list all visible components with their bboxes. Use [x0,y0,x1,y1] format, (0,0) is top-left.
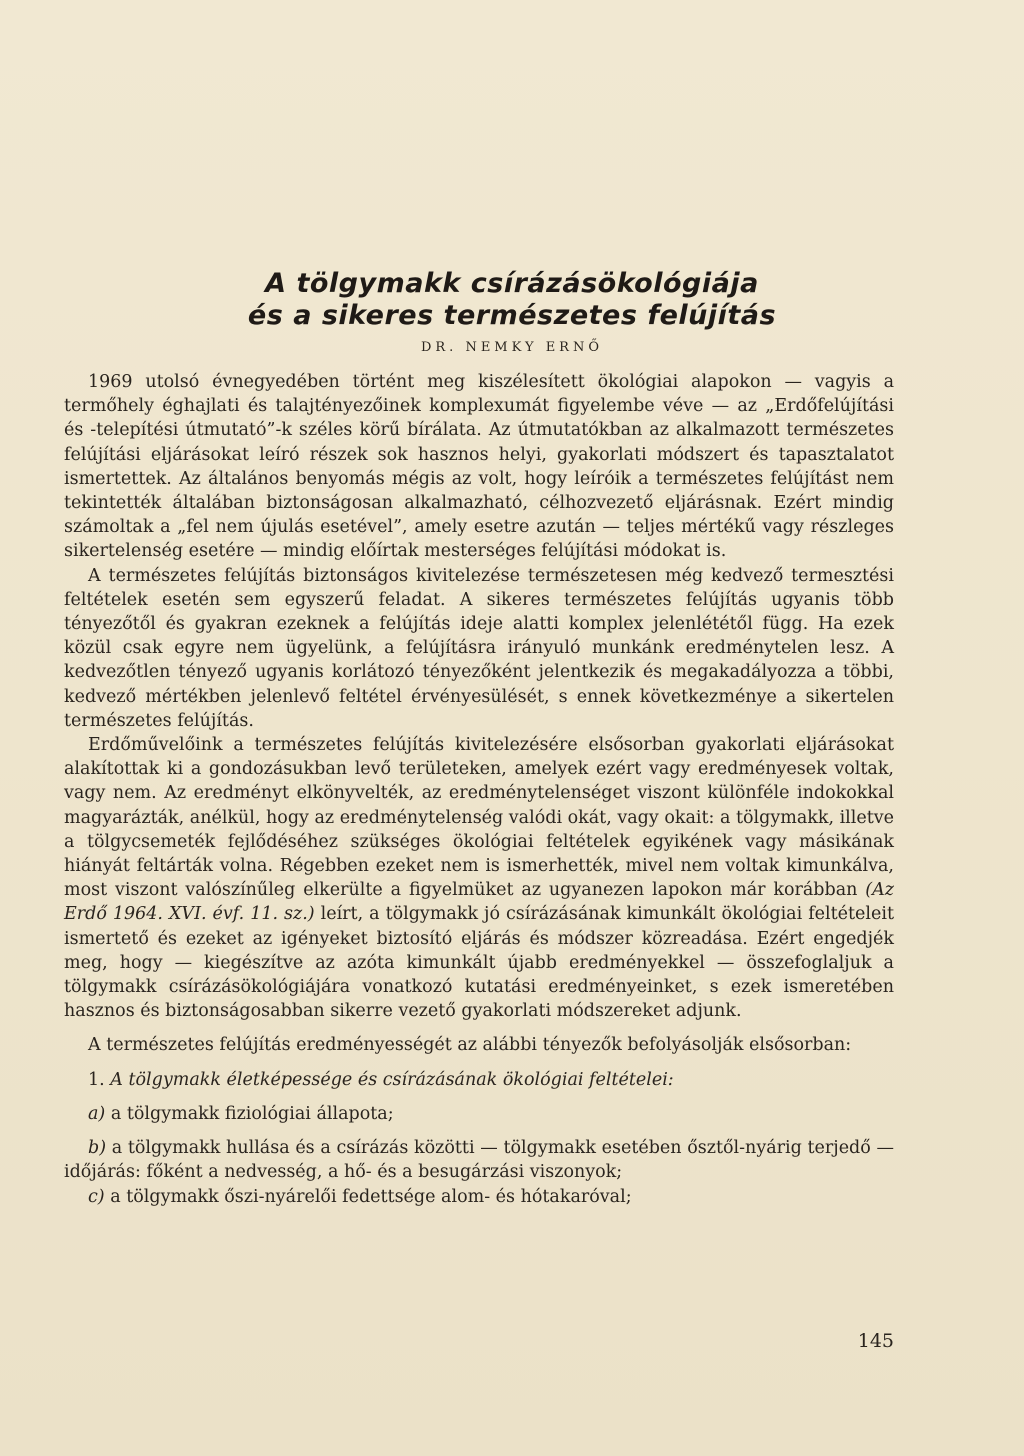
article-header [0,268,1024,355]
list-item [64,1185,894,1209]
body-paragraph-3-text: Erdőművelőink a természetes felújítás kivitelezésére elsősorban gyakorlati eljárásokat alakítottak ki a gondozásukban levő területeken, amelyek ezért vagy eredményesek voltak, vagy nem. Az eredményt elkönyvelték, az eredménytelenséget viszont különféle indokokkal magyarázták, anélkül, hogy az eredménytelenség valódi okát, vagy okait: a tölgymakk, illetve a tölgycsemeték fejlődéséhez szükséges ökológiai feltételek egyikének vagy másikának hiányát feltárták volna. Régebben ezeket nem is ismerhették, mivel nem voltak kimunkálva, most viszont valószínűleg elkerülte a figyelmüket az ugyanezen lapokon már korábban [64,735,895,901]
list-item-text: a tölgymakk fiziológiai állapota; [110,1103,394,1124]
body-paragraph-4: A természetes felújítás eredményességét az alábbi tényezők befolyásolják elsősorban: [88,1035,852,1056]
body-paragraph-2: A természetes felújítás biztonságos kivitelezése természetesen még kedvező termesztési feltételek esetén sem egyszerű feladat. A sikeres természetes felújítás ugyanis több tényezőtől és gyakran ezeknek a felújítás ideje alatti komplex jelenlététől függ. Ha ezek közül csak egyre nem ügyelünk, a felújításra irányuló munkánk eredménytelen lesz. A kedvezőtlen tényező ugyanis korlátozó tényezőként jelentkezik és megakadályozza a többi, kedvező mértékben jelenlevő feltétel érvényesülését, s ennek következménye a sikertelen természetes felújítás. [64,565,894,731]
list-item-letter: a) [88,1103,106,1124]
article-title-line-2: és a sikeres természetes felújítás [247,300,777,331]
list-item-letter: c) [88,1186,105,1207]
article-title-line-1: A tölgymakk csírázásökológiája [265,268,759,299]
list-item-text: a tölgymakk hullása és a csírázás közötti — tölgymakk esetében ősztől-nyárig terjedő — időjárás: főként a nedvesség, a hő- és a besugárzási viszonyok; [64,1138,894,1183]
list-item-text: a tölgymakk őszi-nyárelői fedettsége alom- és hótakaróval; [110,1186,632,1207]
citation: (Az Erdő 1964. XVI. évf. 11. sz.) [64,880,894,925]
article-body [64,370,894,1209]
list-heading-number: 1. [88,1069,105,1090]
list-heading [64,1068,894,1092]
body-paragraph-3 [64,733,894,1023]
list-item [64,1102,894,1126]
list-item-letter: b) [88,1138,107,1159]
body-paragraph-3-continuation: leírt, a tölgymakk jó csírázásának kimunkált ökológiai feltételeit ismertető és ezeket az igényeket biztosító eljárás és módszer közreadása. Ezért engedjék meg, hogy — kiegészítve az azóta kimunkált újabb eredményekkel — összefoglaljuk a tölgymakk csírázásökológiájára vonatkozó kutatási eredményeinket, s ezek ismeretében hasznos és biztonságosabban sikerre vezető gyakorlati módszereket adjunk. [64,904,894,1022]
body-paragraph-1: 1969 utolsó évnegyedében történt meg kiszélesített ökológiai alapokon — vagyis a termőhely éghajlati és talajtényezőinek komplexumát figyelembe véve — az „Erdőfelújítási és -telepítési útmutató”-k széles körű bírálata. Az útmutatókban az alkalmazott természetes felújítási eljárásokat leíró részek sok hasznos helyi, gyakorlati módszert és tapasztalatot ismertettek. Az általános benyomás mégis az volt, hogy leíróik a természetes felújítást nem tekintették általában biztonságosan alkalmazható, célhozvezető eljárásnak. Ezért mindig számoltak a „fel nem újulás esetével”, amely esetre azután — teljes mértékű vagy részleges sikertelenség esetére — mindig előírtak mesterséges felújítási módokat is. [64,372,894,562]
page-number: 145 [857,1330,894,1352]
list-heading-text: A tölgymakk életképessége és csírázásának ökológiai feltételei: [110,1069,674,1090]
article-author: DR. NEMKY ERNŐ [420,340,604,355]
list-item [64,1136,894,1184]
